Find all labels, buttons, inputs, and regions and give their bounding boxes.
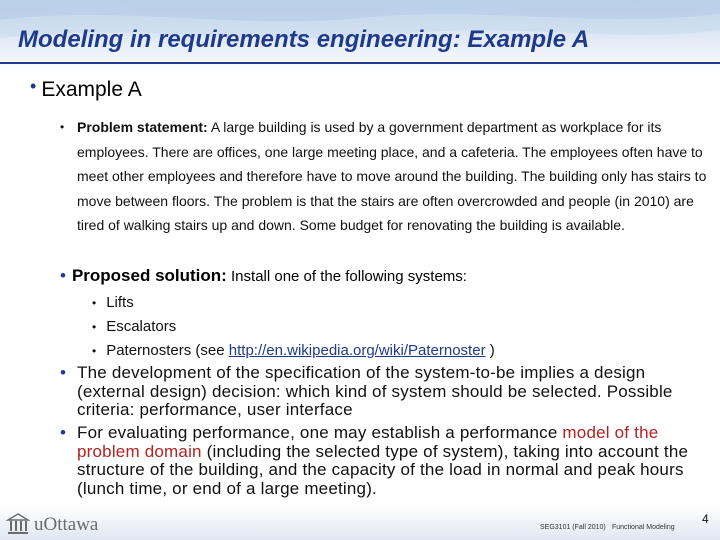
bullet-icon: •	[60, 423, 67, 442]
paternoster-link[interactable]: http://en.wikipedia.org/wiki/Paternoster	[228, 342, 486, 359]
evaluating-paragraph	[60, 424, 700, 498]
footer-band	[0, 506, 720, 540]
list-item-paternosters	[92, 342, 495, 359]
page-number: 4	[702, 512, 709, 526]
development-text: The development of the specification of the system-to-be implies a design (external design) decision: which kind of system should be selected. Possible criteria: performance, user interface	[77, 363, 673, 419]
evaluating-text-end: (including the selected type of system), taking into account the structure of the building, and the capacity of the load in normal and peak hours (lunch time, or end of a large meeting).	[77, 441, 689, 498]
bullet-icon: •	[30, 76, 37, 96]
footer-topic: Functional Modeling	[612, 524, 675, 531]
heading-bullet	[30, 78, 142, 102]
problem-label: Problem statement:	[77, 119, 208, 135]
problem-text: A large building is used by a government department as workplace for its employees. There are offices, one large meeting place, and a cafeteria. The employees often have to meet other employees and therefore have to move around the building. The building only has stairs to move between floors. The problem is that the stairs are often overcrowded and people (in 2010) are tired of walking stairs up and down. Some budget for renovating the building is available.	[77, 119, 707, 234]
proposed-solution	[60, 266, 467, 286]
bullet-icon: •	[92, 344, 97, 358]
paternoster-suffix: )	[485, 342, 495, 359]
list-item-text: Escalators	[106, 318, 177, 335]
highlight-text: model of the problem domain	[77, 423, 659, 461]
solution-text: Install one of the following systems:	[226, 268, 467, 285]
university-logo: uOttawa	[34, 514, 99, 535]
slide-title: Modeling in requirements engineering: Example A	[18, 26, 590, 53]
university-building-icon	[6, 512, 30, 536]
list-item-escalators	[92, 318, 176, 335]
bullet-icon: •	[60, 266, 66, 285]
problem-statement	[60, 115, 710, 238]
solution-label: Proposed solution:	[71, 266, 227, 285]
footer-course: SEG3101 (Fall 2010)	[540, 524, 606, 531]
list-item-lifts	[92, 294, 134, 311]
bullet-icon: •	[60, 363, 67, 382]
heading-text: Example A	[41, 78, 142, 101]
bullet-icon: •	[60, 120, 65, 134]
paternoster-prefix: Paternosters (see	[106, 342, 229, 359]
bullet-icon: •	[92, 320, 97, 334]
bullet-icon: •	[92, 296, 97, 310]
evaluating-text-start: For evaluating performance, one may establish a performance	[77, 423, 563, 442]
list-item-text: Lifts	[106, 294, 134, 311]
development-paragraph	[60, 364, 700, 420]
title-divider	[0, 62, 720, 64]
